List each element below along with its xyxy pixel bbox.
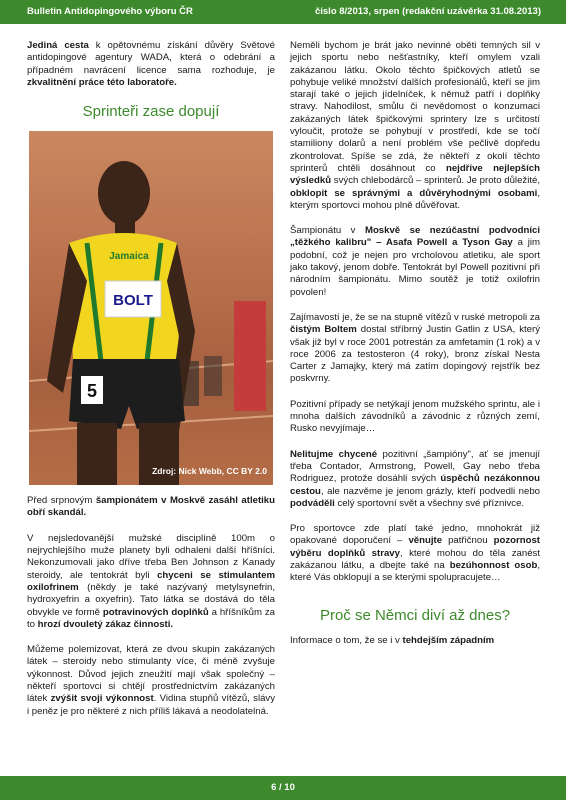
- paragraph: [290, 312, 540, 386]
- text: V nejsledovanější mužské disciplíně 100m o nejrychlejšího muže planety byli odhaleni další hříšníci. Nekonzumovali jako dříve třeba Ben Johnson z Kanady steroidy, ale tentokrát byli: [27, 532, 275, 581]
- bold-text: šampionátem v Moskvě zasáhl atletiku obří skandál.: [27, 495, 276, 519]
- bold-text: tehdejším západním: [402, 634, 495, 646]
- bold-text: zvýšit svoji výkonnost: [50, 693, 154, 705]
- intro-paragraph: [27, 40, 275, 89]
- paragraph: [290, 523, 540, 584]
- paragraph: [290, 449, 540, 510]
- text: Pozitivní případy se netýkají jenom mužského sprintu, ale i mnoha dalších závodníků a závodnic z různých zemí, Rusko nevyjímaje…: [290, 398, 540, 435]
- bold-text: obklopit se správnými a důvěryhodnými osobami: [290, 187, 538, 199]
- paragraph: [290, 635, 540, 647]
- paragraph: [290, 225, 540, 299]
- bold-text: podváděli: [290, 497, 335, 509]
- paragraph: [27, 644, 275, 718]
- bolt-photo: [29, 131, 273, 485]
- text: svých chlebodárců – sprinterů. Je proto důležité,: [331, 175, 540, 187]
- text: a jim podobní, což je nejen pro vrcholovou atletiku, ale sport jako takový, jenom dobře. Tentokrát byl Powell pozitivní při národním šampionátu. Mimo soutěž je totiž oxilofrin povolen!: [290, 237, 541, 298]
- section-heading-germans: Proč se Němci diví až dnes?: [319, 606, 511, 624]
- bold-text: nejdříve nejlepších výsledků: [290, 162, 540, 187]
- paragraph: [27, 495, 275, 520]
- left-column: [27, 40, 275, 731]
- bulletin-title: Bulletin Antidopingového výboru ČR: [27, 6, 193, 17]
- issue-info: číslo 8/2013, srpen (redakční uzávěrka 31.08.2013): [314, 6, 541, 17]
- bold-text: úspěchů nezákonnou cestou: [290, 473, 540, 497]
- paragraph: [27, 533, 275, 631]
- bold-text: hrozí dvouletý zákaz činnosti.: [37, 618, 174, 630]
- hip-number: 5: [86, 381, 98, 402]
- text: celý sportovní svět a všechny své příznivce.: [334, 497, 525, 509]
- photo-caption: Zdroj: Nick Webb, CC BY 2.0: [152, 465, 267, 476]
- text: pozitivní „šampióny", ať se jmenují třeba Contador, Armstrong, Powell, Gay nebo třeba Rodriguez, protože dosáhli svých: [290, 448, 541, 485]
- text: Neměli bychom je brát jako nevinné oběti temných sil v jejich sportu nebo nešťastníky, kteří omylem vzali zakázanou látku. Okolo těchto špičkových atletů se pohybuje veliké množství dalších profesionálů, kteří se jim starají také o jejich jídelníček, k němuž patří i doplňky stravy. Nahodilost, smůlu či nevědomost o konzumaci zakázaných látek špičkovými sprintery lze s určitostí vyloučit, protože se pohybují v prostředí, kde se točí stamiliony dolarů a není problém vše pečlivě dopředu zkontrolovat. Spíše se zdá, že někteří z okolí těchto sprinterů chtěli dosáhnout co: [290, 40, 540, 174]
- text: dostal stříbrný Justin Gatlin z USA, který však již byl v roce 2001 potrestán za amfetamin (1 rok) a v roce 2006 za testosteron (4 roky), bronz získal Nesta Carter z Jamajky, který má zatím dopingový rejstřík bez poskvrny.: [290, 324, 540, 385]
- bold-text: potravinových doplňků: [102, 606, 209, 618]
- paragraph: [290, 399, 540, 436]
- page-number: 6 / 10: [271, 782, 295, 793]
- bold-text: Nelitujme chycené: [290, 448, 378, 460]
- text: Informace o tom, že se i v: [290, 634, 403, 646]
- text: Zajímavostí je, že se na stupně vítězů v ruské metropoli za: [290, 311, 540, 323]
- bold-text: čistým Boltem: [290, 324, 357, 336]
- paragraph: [290, 40, 540, 212]
- bold-text: zkvalitnění práce této laboratoře.: [27, 76, 177, 88]
- bold-text: bezúhonnost osob: [449, 559, 538, 571]
- text: , kterým sportovci mohou plně důvěřovat.: [290, 187, 540, 211]
- bold-text: chyceni se stimulantem oxilofrinem: [27, 569, 275, 593]
- text: Můžeme polemizovat, která ze dvou skupin zakázaných látek – steroidy nebo stimulanty více, či méně zvyšuje výkonnost. Důvod jejich zneužití mají však společný – někteří sportovci si chtějí prostřednictvím zakázaných látek: [27, 644, 275, 705]
- footer-bar: [0, 776, 566, 800]
- right-column: [290, 40, 540, 660]
- bold-text: věnujte: [408, 535, 443, 547]
- text: a hříšníkům za to: [27, 606, 275, 630]
- text: Pro sportovce zde platí také jedno, mnohokrát již opakované doporučení –: [290, 523, 540, 547]
- text: , ale nazvěme je jenom grázly, kteří podvedli nebo: [320, 485, 540, 497]
- shirt-text: Jamaica: [109, 251, 149, 263]
- text: , které mohou do těla zanést zakázanou látku, a dbejte také na: [290, 547, 541, 571]
- text: , které Vás obklopují a se kterými spolupracujete…: [290, 559, 540, 584]
- bib-name: BOLT: [113, 292, 153, 310]
- text: Šampionátu v: [290, 225, 365, 237]
- bold-text: Jediná cesta: [27, 40, 89, 51]
- text: Před srpnovým: [27, 495, 96, 507]
- bold-text: pozornost výběru doplňků stravy: [290, 535, 540, 559]
- text: patřičnou: [442, 535, 494, 547]
- text: (někdy je také nazývaný metylsynefrin, hydroxyefrin a oxyefrin). Tato látka se dostává do těla obvykle ve formě: [27, 581, 275, 618]
- bold-text: Moskvě se nezúčastní podvodníci „těžkého kalibru" – Asafa Powell a Tyson Gay: [290, 225, 540, 249]
- section-heading-sprinters: Sprinteři zase dopují: [82, 103, 220, 121]
- sprinter-illustration: [29, 131, 273, 485]
- text: . Vidina stupňů vítězů, slávy i peněz je pro některé z nich příliš lákavá a neodolatelná.: [27, 693, 276, 717]
- text: k opětovnému získání důvěry Světové antidopingové agentury WADA, která o odebrání a případném navrácení licence sama rozhoduje, je: [27, 40, 275, 76]
- header-bar: [0, 0, 566, 24]
